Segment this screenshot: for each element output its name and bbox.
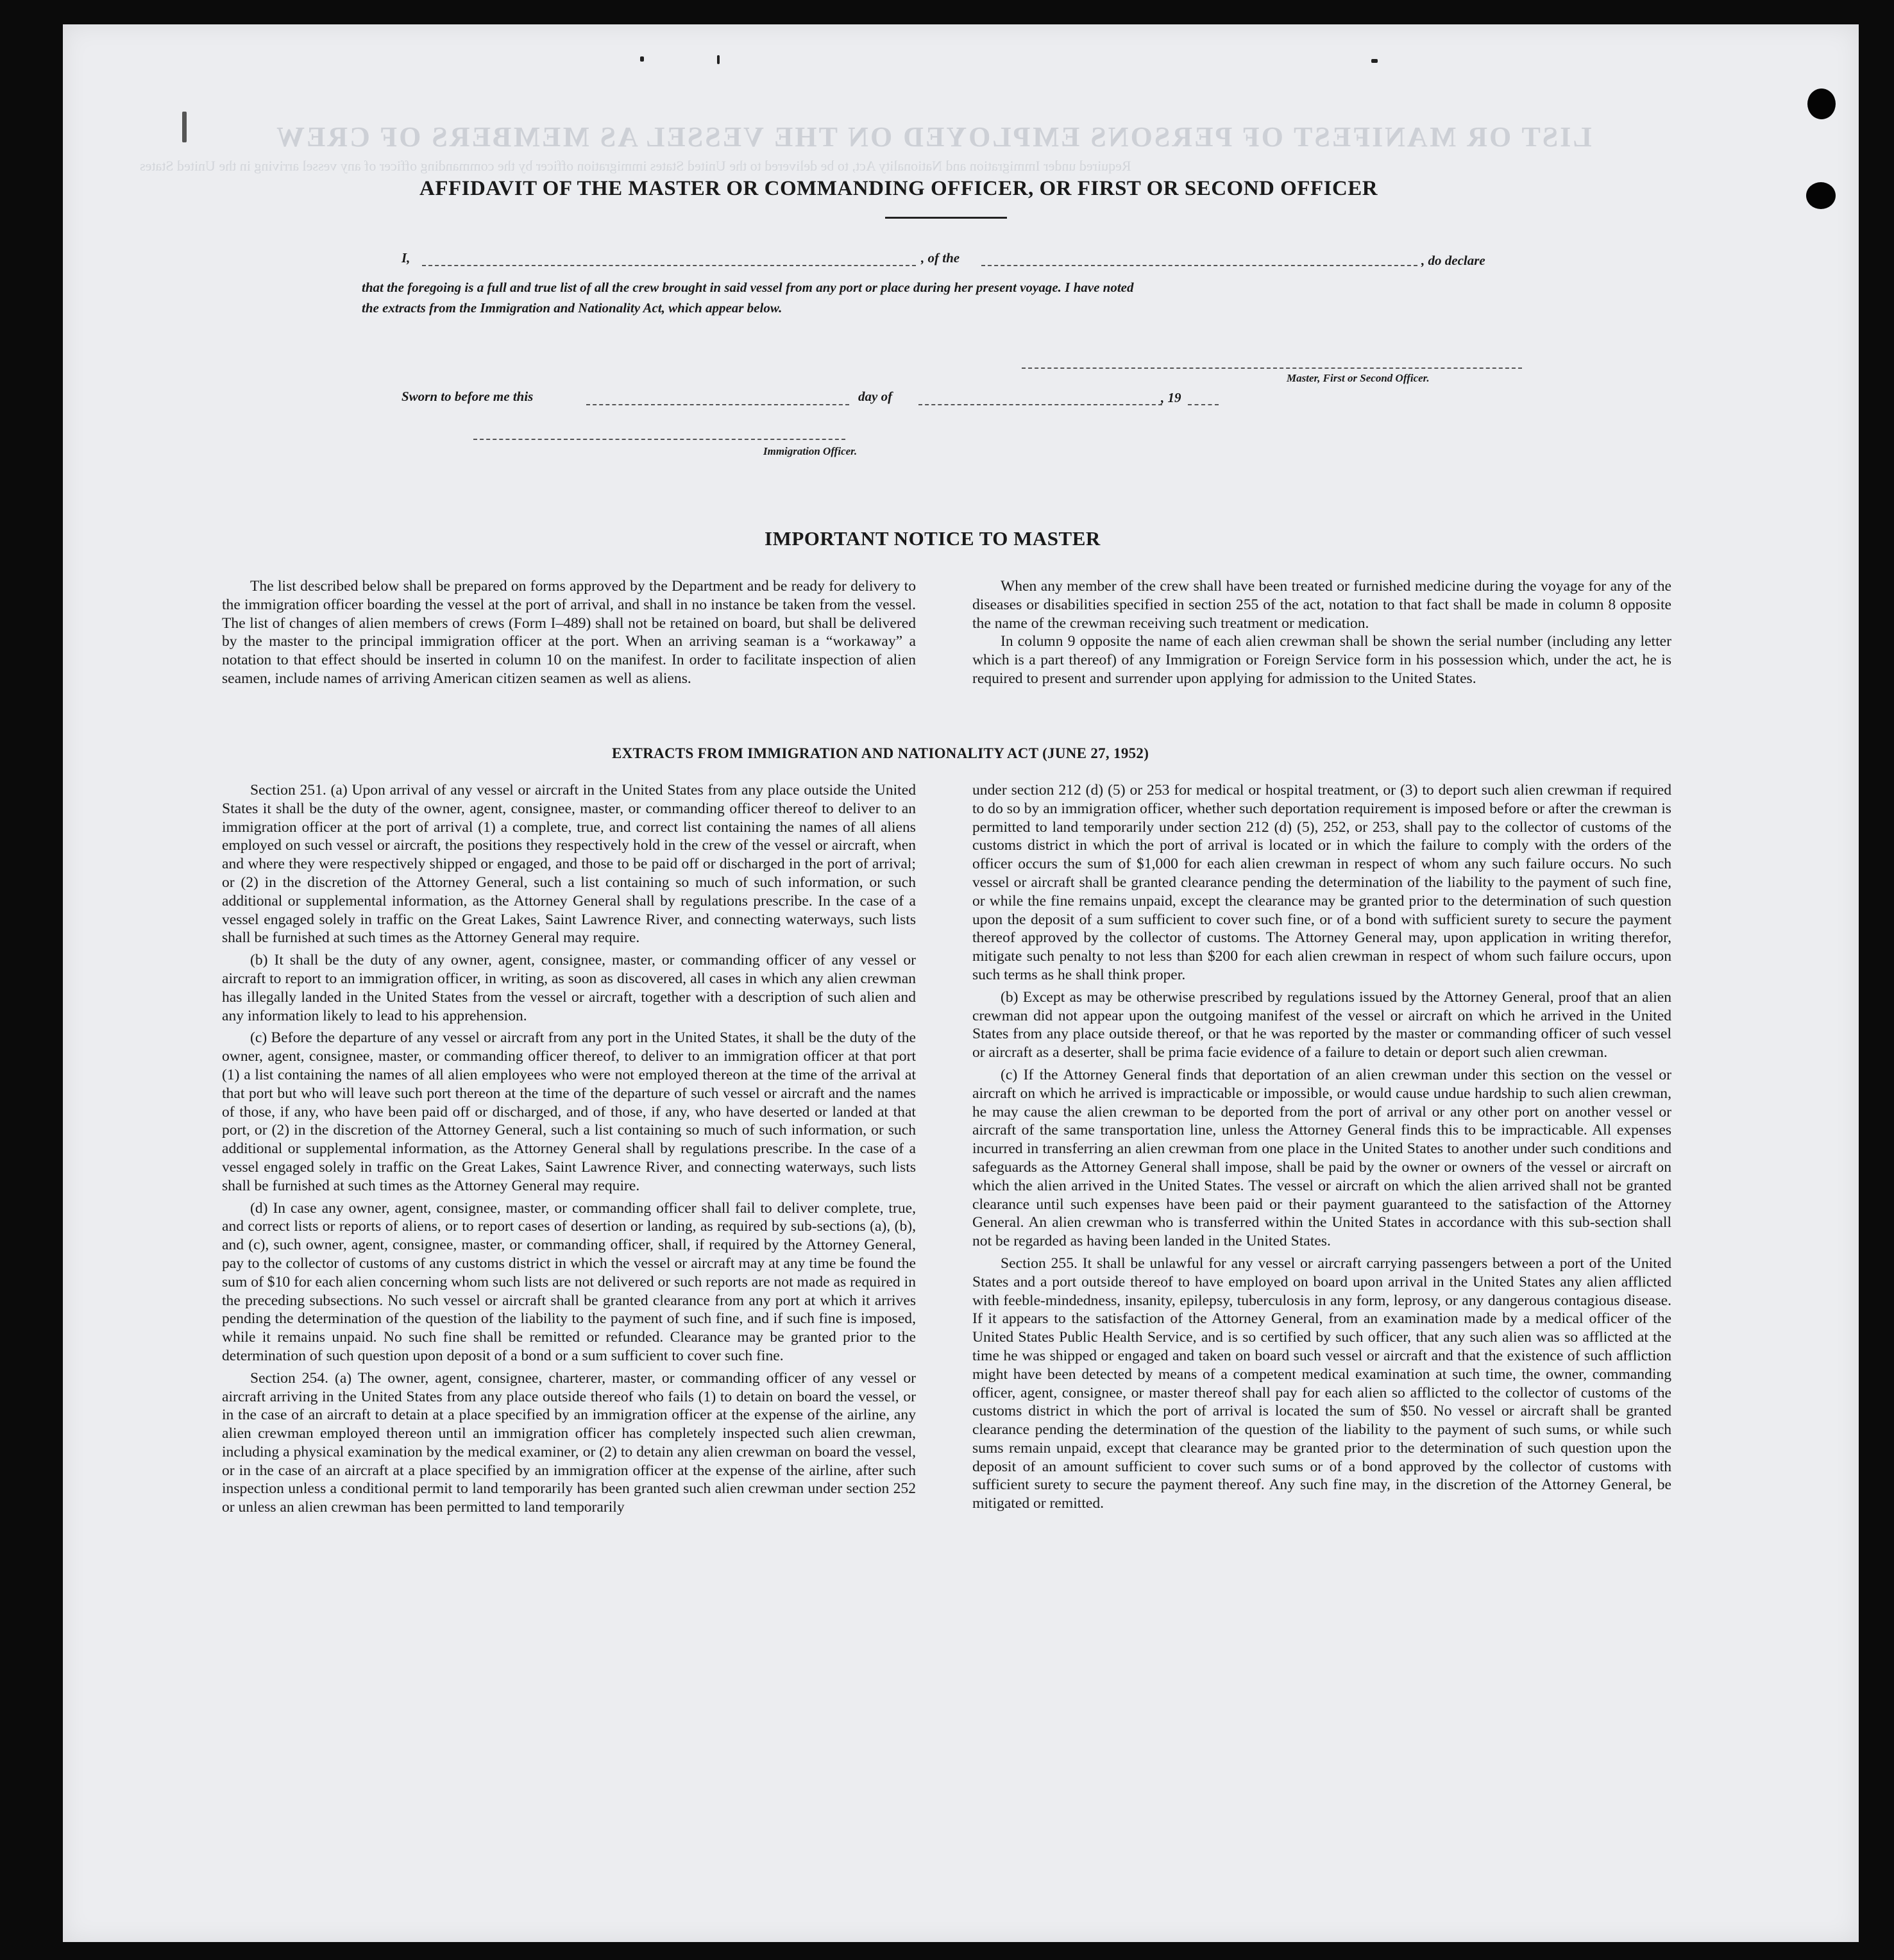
name-line	[422, 265, 916, 266]
section-251-a: Section 251. (a) Upon arrival of any vessel or aircraft in the United States from any place outside the United States it shall be the duty of the owner, agent, consignee, master, or commanding officer thereof to deliver to an immigration officer at the port of arrival (1) a complete, true, and correct list containing the names of all aliens employed on such vessel or aircraft, the positions they respectively hold in the crew of the vessel or aircraft, when and where they were respectively shipped or engaged, and those to be paid off or discharged in the port of arrival; or (2) in the discretion of the Attorney General, such a list containing so much of such information, or such additional or supplemental information, as the Attorney General shall by regulations prescribe. In the case of a vessel engaged solely in traffic on the Great Lakes, Saint Lawrence River, and connecting waterways, such lists shall be furnished at such times as the Attorney General may require.	[222, 782, 916, 947]
punch-hole-second	[1806, 182, 1836, 209]
bleedthrough-header: LIST OR MANIFEST OF PERSONS EMPLOYED ON THE VESSEL AS MEMBERS OF CREW	[275, 121, 1592, 153]
affidavit-line2: that the foregoing is a full and true list of all the crew brought in said vessel from any port or place during her present voyage. I have noted	[362, 280, 1134, 295]
notice-right-column	[972, 577, 1671, 692]
officer-signature-caption: Immigration Officer.	[763, 445, 858, 457]
day-of-label: day of	[858, 389, 893, 404]
master-signature-caption: Master, First or Second Officer.	[1287, 372, 1430, 384]
top-mark-3	[1371, 59, 1378, 63]
do-declare: , do declare	[1421, 253, 1485, 268]
section-254-a-cont: under section 212 (d) (5) or 253 for medical or hospital treatment, or (3) to deport such alien crewman if required to do so by an immigration officer, whether such deportation requirement is imposed before or after the crewman is permitted to land temporarily under section 212 (d) (5), 252, or 253, shall pay to the collector of customs of the customs district in which the port of arrival is located or in which the failure to comply with the orders of the officer occurs the sum of $1,000 for each alien crewman in respect of whom any such failure occurs. No such vessel or aircraft shall be granted clearance pending the determination of the liability to the payment of such fine, or while the fine remains unpaid, except the clearance may be granted prior to the determination of such question upon the deposit of a sum sufficient to cover such fine, or of a bond with sufficient surety to secure the payment thereof approved by the collector of customs. The Attorney General may, upon application in writing therefor, mitigate such penalty to not less than $200 for each alien crewman in respect of whom such failure occurs, upon such terms as he shall think proper.	[972, 782, 1671, 983]
notice-title: IMPORTANT NOTICE TO MASTER	[765, 527, 1101, 550]
notice-left-text: The list described below shall be prepared on forms approved by the Department and be ready for delivery to the immigration officer boarding the vessel at the port of arrival, and shall in no instance be taken from the vessel. The list of changes of alien members of crews (Form I–489) shall not be retained on board, but shall be delivered by the master to the principal immigration officer at the port. When an arriving seaman is a “workaway” a notation to that effect should be inserted in column 10 on the manifest. In order to facilitate inspection of alien seamen, include names of arriving American citizen seamen as well as aliens.	[222, 578, 916, 687]
section-254-a: Section 254. (a) The owner, agent, consignee, charterer, master, or commanding officer of any vessel or aircraft arriving in the United States from any place outside thereof who fails (1) to detain on board the vessel, or in the case of an aircraft to detain at a place specified by an immigration officer at the expense of the airline, any alien crewman employed thereon until an immigration officer has completely inspected such alien crewman, including a physical examination by the medical examiner, or (2) to detain any alien crewman on board the vessel, or in the case of an aircraft at a place specified by an immigration officer at the expense of the airline, after such inspection unless a conditional permit to land temporarily has been granted such alien crewman under section 252 or unless an alien crewman has been permitted to land temporarily	[222, 1369, 916, 1516]
vessel-line	[981, 265, 1417, 266]
notice-left-column	[222, 577, 916, 692]
top-mark-2	[717, 55, 720, 64]
sworn-label: Sworn to before me this	[402, 389, 534, 404]
section-251-d: (d) In case any owner, agent, consignee, master, or commanding officer shall fail to deliver complete, true, and correct lists or reports of aliens, or to report cases of desertion or landing, as required by sub-sections (a), (b), and (c), such owner, agent, consignee, master, or commanding officer, shall, if required by the Attorney General, pay to the collector of customs of any customs district in which the vessel or aircraft may at any time be found the sum of $10 for each alien concerning whom such lists are not delivered or such reports are not made as required in the preceding subsections. No such vessel or aircraft shall be granted clearance from any port at which it arrives pending the determination of the question of the liability to the payment of such fine, and if such fine is imposed, while it remains unpaid. No such fine shall be remitted or refunded. Clearance may be granted prior to the determination of such question upon deposit of a bond or a sum sufficient to cover such fine.	[222, 1199, 916, 1364]
bleedthrough-subheader: Required under Immigration and Nationality Act, to be delivered to the United States immigration officer by the commanding officer of any vessel arriving in the United States	[140, 158, 1131, 174]
title-rule	[885, 217, 1007, 219]
section-251-b: (b) It shall be the duty of any owner, agent, consignee, master, or commanding officer of any vessel or aircraft to report to an immigration officer, in writing, as soon as discovered, all cases in which any alien crewman has illegally landed in the United States from the vessel or aircraft, together with a description of such alien and any information likely to lead to his apprehension.	[222, 952, 916, 1024]
year-line	[1188, 404, 1219, 405]
of-the-label: , of the	[921, 250, 960, 266]
extracts-left-column	[222, 781, 916, 1521]
i-label: I,	[402, 250, 410, 266]
left-staple-mark	[182, 112, 187, 142]
affidavit-title: AFFIDAVIT OF THE MASTER OR COMMANDING OFFICER, OR FIRST OR SECOND OFFICER	[419, 177, 1378, 200]
section-251-c: (c) Before the departure of any vessel or aircraft from any port in the United States, it shall be the duty of the owner, agent, consignee, master, or commanding officer thereof, to deliver to an immigration officer at that port (1) a list containing the names of all alien employees who were not employed thereon at the time of the arrival at that port but who will leave such port thereon at the time of the departure of such vessel or aircraft and the names of those, if any, who have been paid off or discharged, and of those, if any, who have deserted or landed at that port, or (2) in the discretion of the Attorney General, such a list containing so much of such information, or such additional or supplemental information, as the Attorney General shall by regulations prescribe. In the case of a vessel engaged solely in traffic on the Great Lakes, Saint Lawrence River, and connecting waterways, such lists shall be furnished at such times as the Attorney General may require.	[222, 1029, 916, 1194]
punch-hole-top	[1807, 89, 1836, 119]
document-page	[63, 24, 1859, 1942]
notice-right-text-2: In column 9 opposite the name of each alien crewman shall be shown the serial number (including any letter which is a part thereof) of any Immigration or Foreign Service form in his possession which, under the act, he is required to present and surrender upon applying for admission to the United States.	[972, 633, 1671, 687]
sworn-month-line	[918, 404, 1162, 405]
section-254-b: (b) Except as may be otherwise prescribed by regulations issued by the Attorney General, proof that an alien crewman did not appear upon the outgoing manifest of the vessel or aircraft on which he arrived in the United States from any place outside thereof, or that he was reported by the master or commanding officer of such vessel or aircraft as a deserter, shall be prima facie evidence of a failure to detain or deport such alien crewman.	[972, 988, 1671, 1061]
section-255: Section 255. It shall be unlawful for any vessel or aircraft carrying passengers between a port of the United States and a port outside thereof to have employed on board upon arrival in the United States any alien afflicted with feeble-mindedness, insanity, epilepsy, tuberculosis in any form, leprosy, or any dangerous contagious disease. If it appears to the satisfaction of the Attorney General, from an examination made by a medical officer of the United States Public Health Service, and is so certified by such officer, that any such alien was so afflicted at the time he was shipped or engaged and taken on board such vessel or aircraft and that the existence of such affliction might have been detected by means of a competent medical examination at such time, the owner, commanding officer, agent, consignee, or master thereof shall pay for each alien so afflicted to the collector of customs of the customs district in which the port of arrival is located the sum of $50. No vessel or aircraft shall be granted clearance pending the determination of the question of the liability to the payment of such sums, or while such sums remain unpaid, except that clearance may be granted prior to the determination of such question upon the deposit of an amount sufficient to cover such sums or of a bond approved by the collector of customs with sufficient surety to secure the payment thereof. Any such fine may, in the discretion of the Attorney General, be mitigated or remitted.	[972, 1255, 1671, 1512]
section-254-c: (c) If the Attorney General finds that deportation of an alien crewman under this section on the vessel or aircraft on which he arrived is impracticable or impossible, or would cause undue hardship to such alien crewman, he may cause the alien crewman to be deported from the port of arrival or any other port on another vessel or aircraft of the same transportation line, unless the Attorney General finds this to be impracticable. All expenses incurred in transferring an alien crewman from one place in the United States to another under such conditions and safeguards as the Attorney General shall impose, shall be paid by the owner or owners of the vessel or aircraft on which the alien arrived in the United States. The vessel or aircraft on which the alien arrived shall not be granted clearance until such expenses have been paid or their payment guaranteed to the satisfaction of the Attorney General. An alien crewman who is transferred within the United States in accordance with this sub-section shall not be regarded as having been landed in the United States.	[972, 1066, 1671, 1250]
extracts-right-column	[972, 781, 1671, 1517]
year-label: , 19	[1161, 390, 1181, 405]
affidavit-line3: the extracts from the Immigration and Nationality Act, which appear below.	[362, 300, 782, 316]
master-signature-line	[1022, 368, 1522, 369]
notice-right-text-1: When any member of the crew shall have been treated or furnished medicine during the voyage for any of the diseases or disabilities specified in section 255 of the act, notation to that fact shall be made in column 8 opposite the name of the crewman receiving such treatment or medication.	[972, 578, 1671, 632]
sworn-day-line	[586, 404, 849, 405]
extracts-title: EXTRACTS FROM IMMIGRATION AND NATIONALITY ACT (JUNE 27, 1952)	[612, 745, 1149, 761]
officer-signature-line	[473, 439, 845, 440]
top-mark-1	[640, 56, 644, 62]
